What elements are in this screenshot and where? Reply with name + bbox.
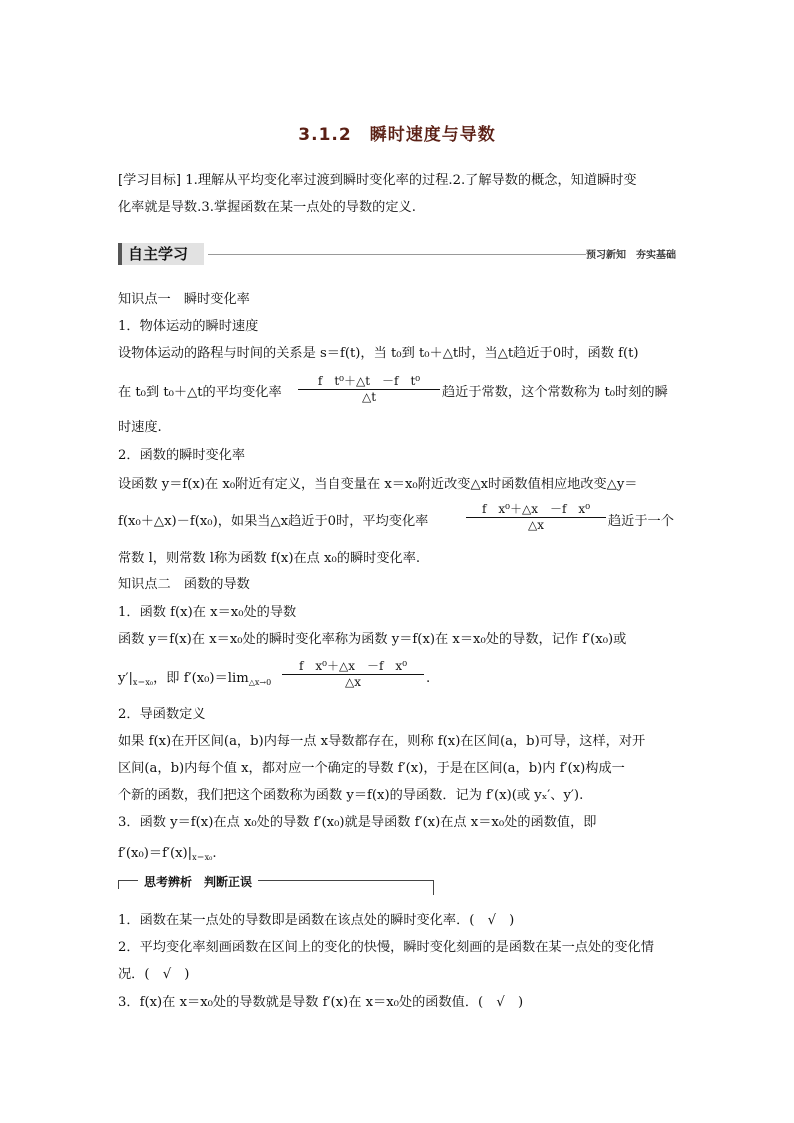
kp2-line1: 函数 y＝f(x)在 x＝x₀处的瞬时变化率称为函数 y＝f(x)在 x＝x₀处的导数，记作 f′(x₀)或	[118, 632, 627, 647]
fraction-numerator: f x⁰＋△x －f x⁰	[298, 659, 408, 673]
objectives-text-1: 1.理解从平均变化率过渡到瞬时变化率的过程.2.了解导数的概念，知道瞬时变	[185, 173, 637, 188]
section-subtitle: 预习新知 夯实基础	[586, 250, 676, 261]
think-box-right-edge	[433, 881, 434, 895]
kp1-line6: 常数 l，则常数 l称为函数 f(x)在点 x₀的瞬时变化率.	[118, 551, 421, 566]
section-tag: 自主学习	[118, 243, 204, 265]
fraction-derivative	[282, 659, 424, 690]
fraction-denominator: △x	[466, 517, 606, 533]
kp1-line2b: 趋近于常数，这个常数称为 t₀时刻的瞬	[442, 385, 668, 400]
think-q1: 1．函数在某一点处的导数即是函数在该点处的瞬时变化率．( √ )	[118, 913, 515, 928]
kp2-sub2: 2．导函数定义	[118, 707, 206, 722]
objectives-line-1	[118, 172, 637, 189]
kp1-sub2: 2．函数的瞬时变化率	[118, 448, 246, 463]
kp2-line3: 如果 f(x)在开区间(a，b)内每一点 x导数都存在，则称 f(x)在区间(a，b)可导，这样，对开	[118, 734, 646, 749]
fraction-numerator: f t⁰＋△t －f t⁰	[317, 374, 421, 388]
think-q2b: 况．( √ )	[118, 967, 190, 982]
objectives-line-2: 化率就是导数.3.掌握函数在某一点处的导数的定义.	[118, 200, 416, 215]
objectives-label: [学习目标]	[118, 173, 182, 188]
kp2-line6: 3．函数 y＝f(x)在点 x₀处的导数 f′(x₀)就是导函数 f′(x)在点 x＝x₀处的函数值，即	[118, 815, 597, 830]
think-label: 思考辨析 判断正误	[138, 873, 258, 890]
think-box	[118, 875, 434, 895]
kp1-line5b: 趋近于一个	[608, 514, 674, 529]
eval-subscript: x＝x₀	[192, 853, 213, 862]
limit-subscript: △x→0	[248, 678, 272, 687]
kp2-sub1: 1．函数 f(x)在 x＝x₀处的导数	[118, 605, 297, 620]
fraction-denominator: △x	[282, 674, 424, 690]
think-q2a: 2．平均变化率刻画函数在区间上的变化的快慢，瞬时变化刻画的是函数在某一点处的变化情	[118, 940, 654, 955]
derivative-notation: y′|	[118, 671, 133, 686]
period: .	[212, 846, 217, 861]
kp1-line4: 设函数 y＝f(x)在 x₀附近有定义，当自变量在 x＝x₀附近改变△x时函数值相应地改变△y＝	[118, 477, 638, 492]
kp1-line1: 设物体运动的路程与时间的关系是 s＝f(t)，当 t₀到 t₀＋△t时，当△t趋近于0时，函数 f(t)	[118, 346, 639, 361]
fraction-avg-rate-x	[466, 502, 606, 533]
fraction-denominator: △t	[298, 389, 440, 405]
kp2-line4: 区间(a，b)内每个值 x，都对应一个确定的导数 f′(x)，于是在区间(a，b)内 f′(x)构成一	[118, 761, 625, 776]
kp1-line2a: 在 t₀到 t₀＋△t的平均变化率	[118, 385, 282, 400]
section-divider	[208, 254, 586, 255]
derivative-eval: f′(x₀)＝f′(x)|	[118, 846, 193, 861]
kp1-line3: 时速度.	[118, 420, 162, 435]
kp1-sub1: 1．物体运动的瞬时速度	[118, 319, 259, 334]
kp2-line7	[118, 845, 217, 866]
kp2-line5: 个新的函数，我们把这个函数称为函数 y＝f(x)的导函数．记为 f′(x)(或 yₓ′、y′).	[118, 788, 584, 803]
section-band	[118, 243, 676, 265]
eval-subscript: x＝x₀	[132, 678, 154, 687]
kp1-heading: 知识点一 瞬时变化率	[118, 292, 250, 307]
page-title: 3.1.2 瞬时速度与导数	[298, 125, 496, 145]
kp2-line2	[118, 670, 271, 691]
think-q3: 3．f(x)在 x＝x₀处的导数就是导数 f′(x)在 x＝x₀处的函数值．( √ )	[118, 995, 524, 1010]
fraction-numerator: f x⁰＋△x －f x⁰	[481, 502, 591, 516]
fraction-avg-rate-t	[298, 374, 440, 405]
kp1-line5a: f(x₀＋△x)－f(x₀)，如果当△x趋近于0时，平均变化率	[118, 514, 429, 529]
kp2-line2-end: .	[426, 671, 431, 686]
think-box-left-edge	[118, 881, 119, 889]
kp2-heading: 知识点二 函数的导数	[118, 577, 250, 592]
limit-lead: ，即 f′(x₀)＝lim	[153, 671, 249, 686]
